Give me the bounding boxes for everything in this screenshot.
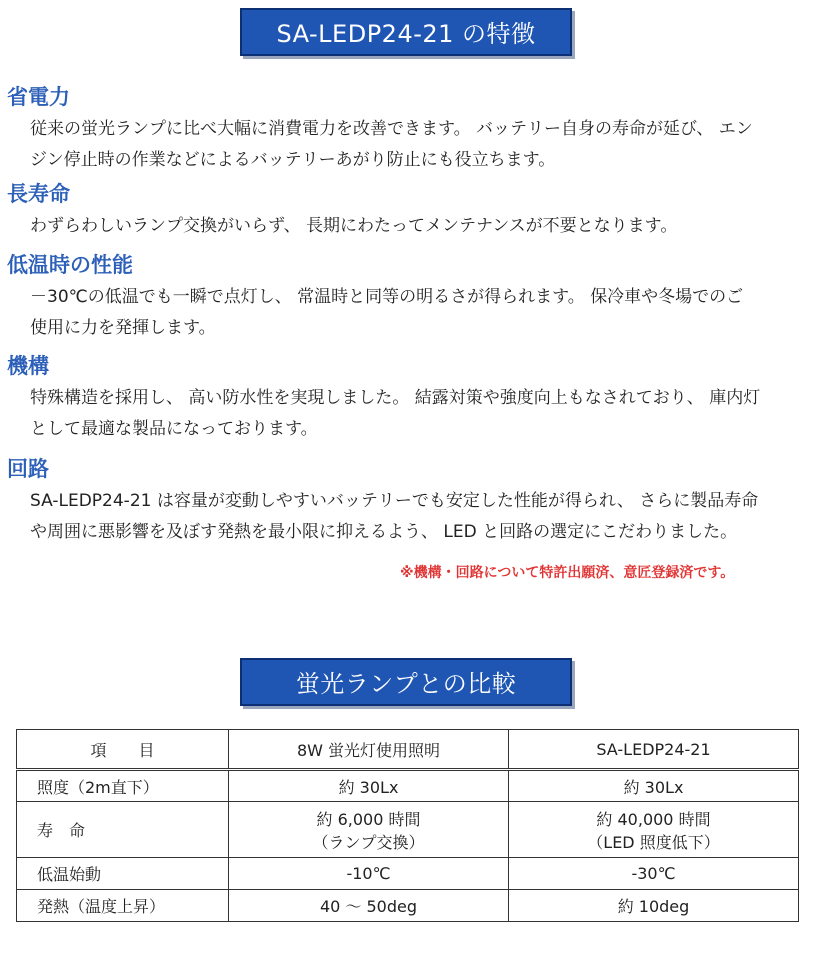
table-header-row (17, 730, 799, 770)
cell-fluorescent (229, 802, 509, 858)
row-label: 低温始動 (17, 858, 229, 890)
section-power-saving (7, 84, 812, 176)
cell-led (509, 802, 799, 858)
cell-fluorescent: 約 30Lx (229, 770, 509, 802)
header-led: SA-LEDP24-21 (509, 730, 799, 770)
comparison-table (16, 729, 799, 922)
section-body (30, 383, 812, 445)
table-row (17, 858, 799, 890)
body-line: 特殊構造を採用し、 高い防水性を実現しました。 結露対策や強度向上もなされており、 庫内灯 (30, 388, 761, 408)
body-line: 従来の蛍光ランプに比べ大幅に消費電力を改善できます。 バッテリー自身の寿命が延び、 エン (30, 119, 753, 139)
body-line: ジン停止時の作業などによるバッテリーあがり防止にも役立ちます。 (30, 150, 556, 170)
header-item: 項 目 (17, 730, 229, 770)
cell-fluorescent: -10℃ (229, 858, 509, 890)
table-row (17, 802, 799, 858)
header-fluorescent: 8W 蛍光灯使用照明 (229, 730, 509, 770)
cell-fluorescent: 40 ～ 50deg (229, 890, 509, 922)
section-long-life (7, 181, 812, 242)
section-body (30, 486, 812, 548)
cell-led: 約 30Lx (509, 770, 799, 802)
row-label: 発熱（温度上昇） (17, 890, 229, 922)
body-line: わずらわしいランプ交換がいらず、 長期にわたってメンテナンスが不要となります。 (30, 216, 678, 236)
section-body (30, 114, 812, 176)
section-mechanism (7, 353, 812, 445)
cell-line: 約 6,000 時間 (316, 809, 421, 829)
section-heading: 回路 (7, 457, 49, 481)
table-row (17, 770, 799, 802)
section-heading: 機構 (7, 354, 49, 378)
body-line: として最適な製品になっております。 (30, 419, 318, 439)
cell-line: （LED 照度低下） (587, 832, 720, 852)
patent-note: ※機構・回路について特許出願済、意匠登録済です。 (400, 565, 735, 581)
cell-line: 約 40,000 時間 (596, 809, 711, 829)
body-line: や周囲に悪影響を及ぼす発熱を最小限に抑えるよう、 LED と回路の選定にこだわりました。 (30, 522, 738, 542)
body-line: 使用に力を発揮します。 (30, 318, 216, 338)
section-heading: 長寿命 (7, 182, 70, 206)
body-line: SA-LEDP24-21 は容量が変動しやすいバッテリーでも安定した性能が得られ、 さらに製品寿命 (30, 491, 759, 511)
cell-led: 約 10deg (509, 890, 799, 922)
section-heading: 省電力 (7, 85, 70, 109)
section-body (30, 211, 812, 242)
body-line: －30℃の低温でも一瞬で点灯し、 常温時と同等の明るさが得られます。 保冷車や冬場でのご (30, 287, 744, 307)
table-row (17, 890, 799, 922)
comparison-banner: 蛍光ランプとの比較 (240, 658, 572, 706)
cell-line: （ランプ交換） (312, 832, 425, 852)
section-circuit (7, 456, 812, 548)
row-label: 照度（2m直下） (17, 770, 229, 802)
row-label: 寿 命 (17, 802, 229, 858)
section-heading: 低温時の性能 (7, 253, 133, 277)
section-low-temp (7, 252, 812, 344)
section-body (30, 282, 812, 344)
features-banner: SA-LEDP24-21 の特徴 (240, 8, 572, 56)
cell-led: -30℃ (509, 858, 799, 890)
